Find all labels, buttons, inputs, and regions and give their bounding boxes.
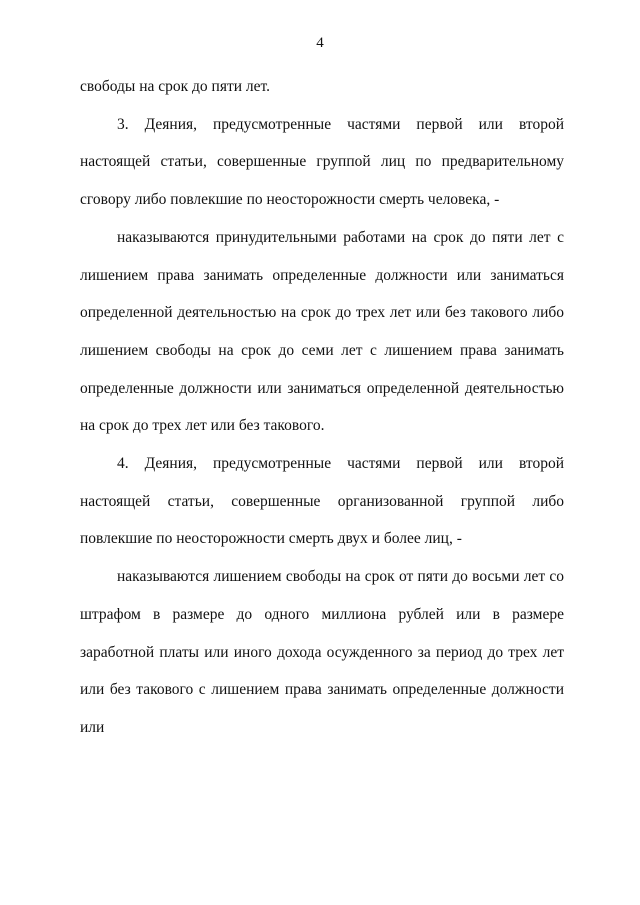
paragraph-continuation: свободы на срок до пяти лет. (80, 78, 271, 95)
page-number: 4 (316, 35, 324, 51)
paragraph-part-4: 4. Деяния, предусмотренные частями первой или второй настоящей статьи, совершенные организованной группой либо повлекшие по неосторожности смерть двух и более лиц, - (80, 455, 564, 548)
paragraph-part-3-penalty: наказываются принудительными работами на срок до пяти лет с лишением права занимать определенные должности или заниматься определенной деятельностью на срок до трех лет или без такового либо лишением свободы на срок до семи лет с лишением права занимать определенные должности или заниматься определенной деятельностью на срок до трех лет или без такового. (80, 228, 564, 435)
paragraph-part-4-penalty: наказываются лишением свободы на срок от пяти до восьми лет со штрафом в размере до одного миллиона рублей или в размере заработной платы или иного дохода осужденного за период до трех лет или без такового с лишением права занимать определенные должности или (80, 568, 564, 736)
document-body (80, 68, 564, 747)
paragraph-part-3: 3. Деяния, предусмотренные частями первой или второй настоящей статьи, совершенные группой лиц по предварительному сговору либо повлекшие по неосторожности смерть человека, - (80, 115, 564, 209)
